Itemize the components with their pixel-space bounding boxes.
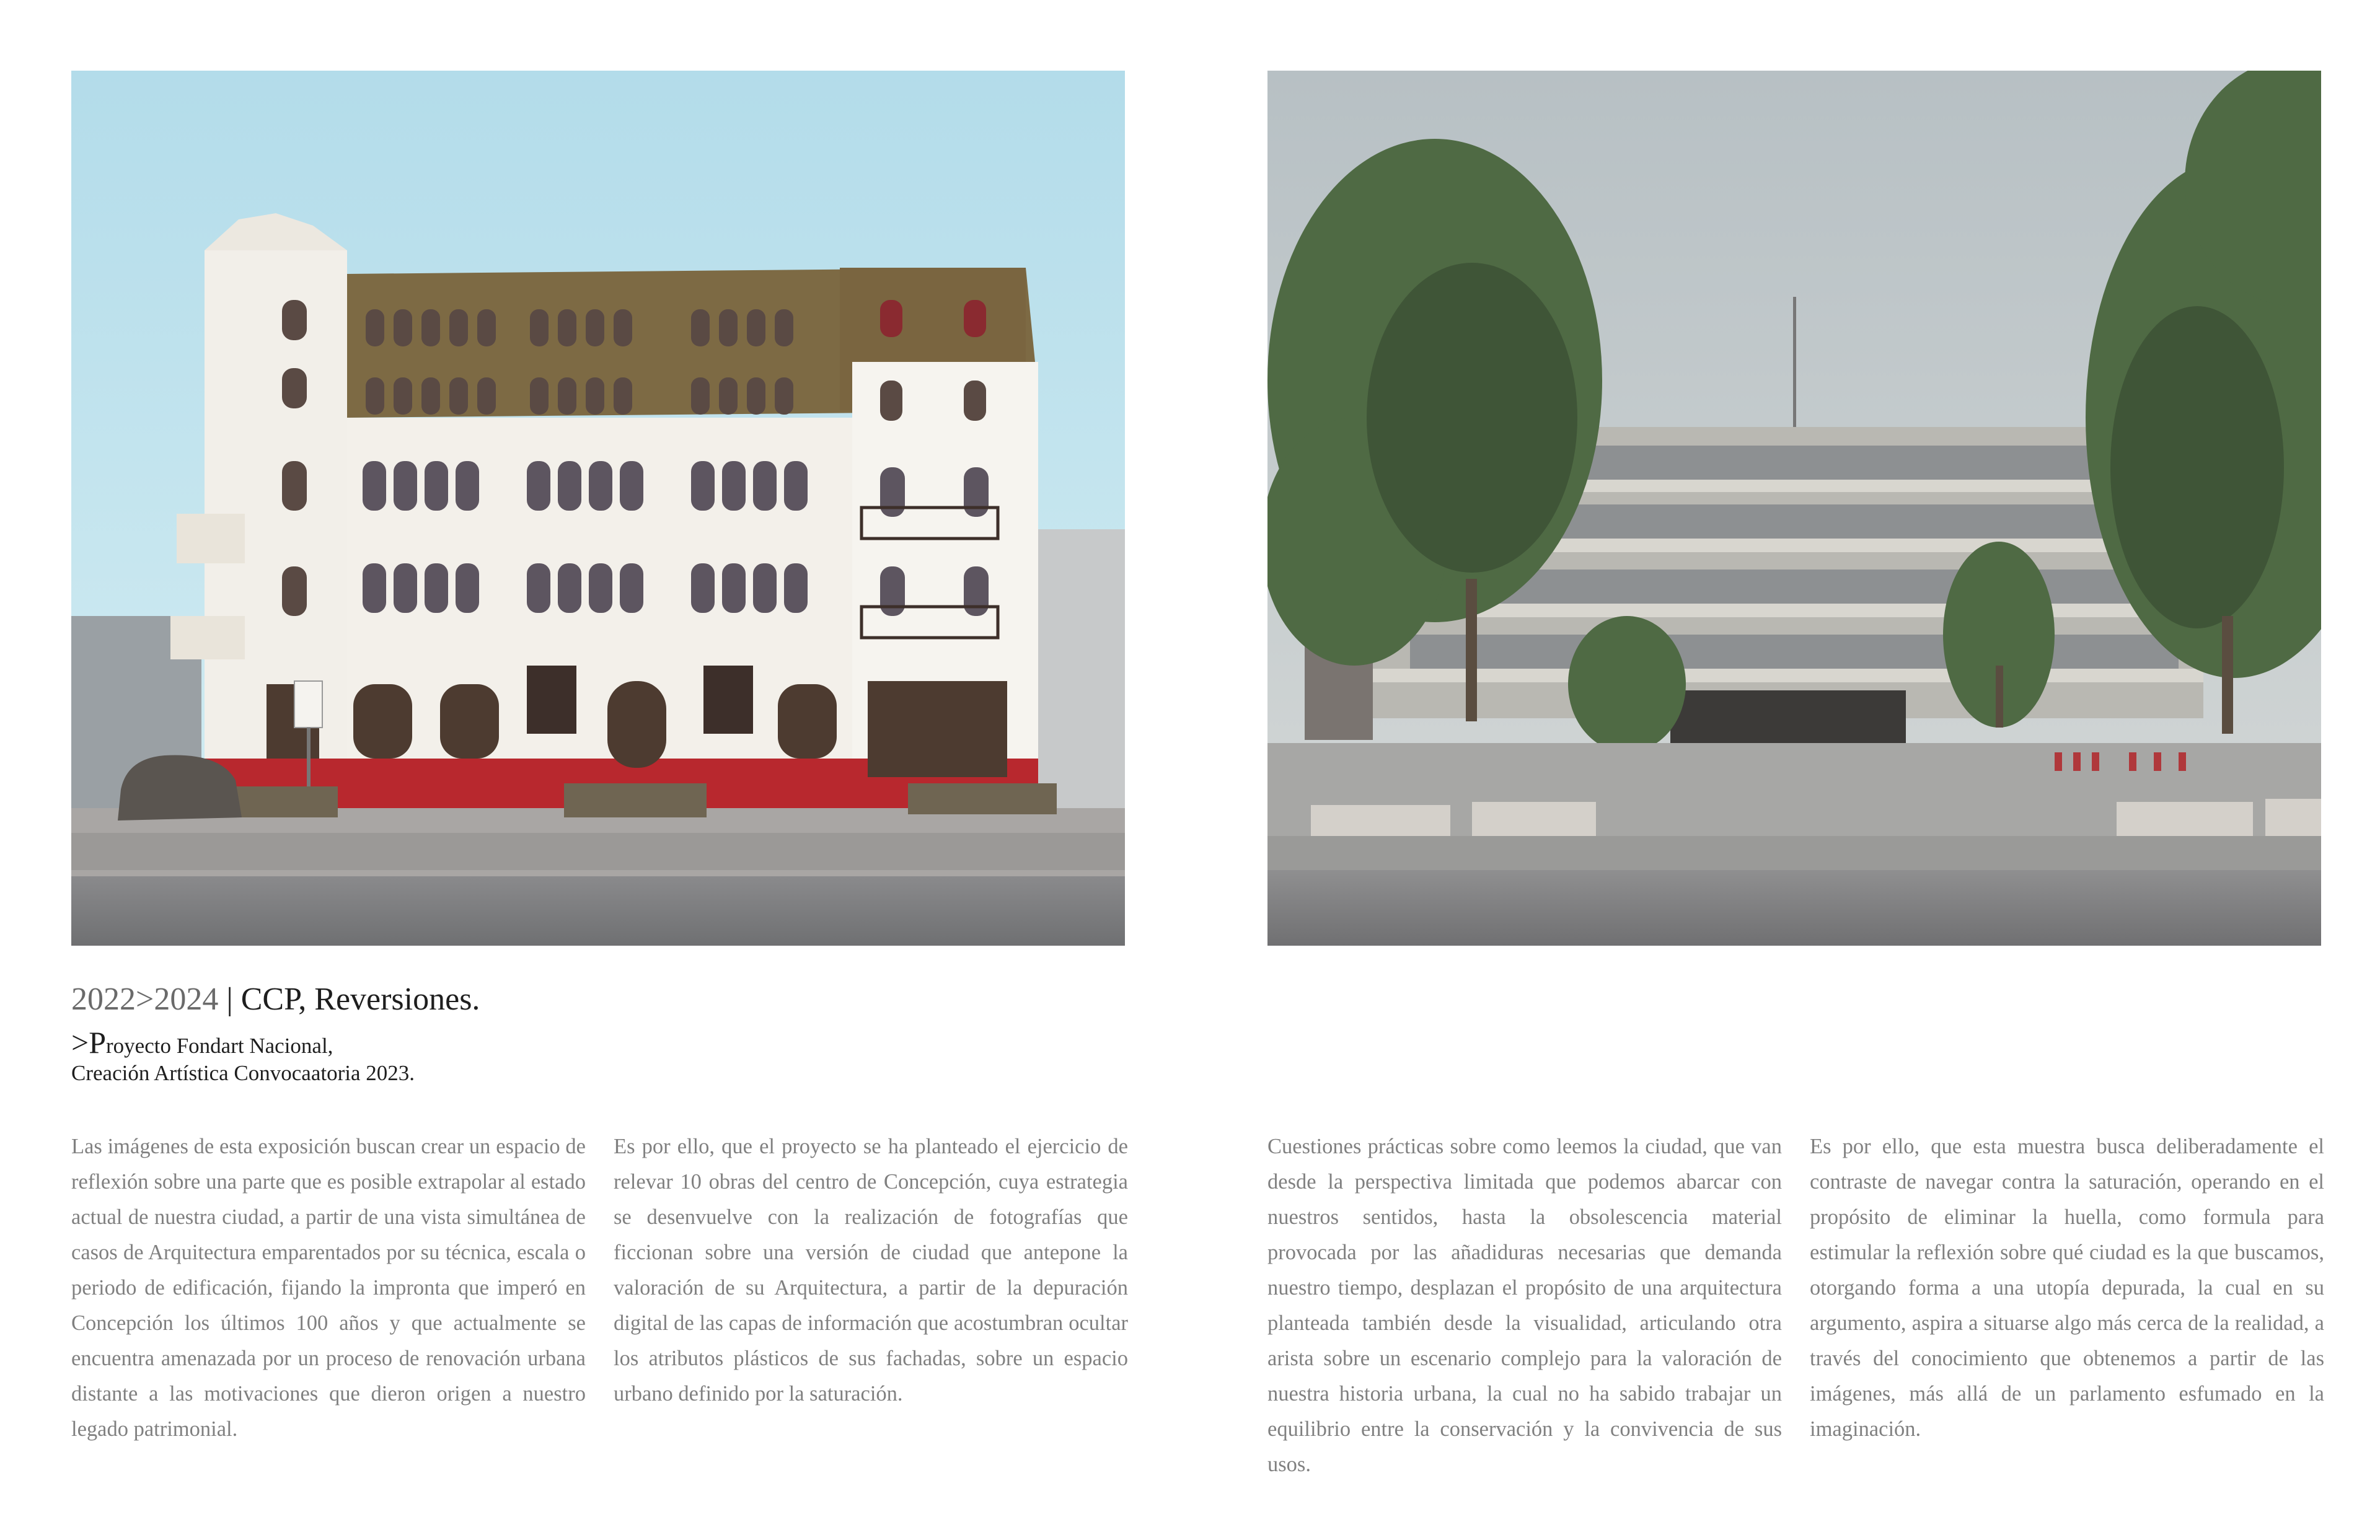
title-years: 2022>2024 (71, 982, 219, 1017)
subtitle-prefix: >P (71, 1025, 107, 1060)
body-paragraph-4: Es por ello, que esta muestra busca deliberadamente el contraste de navegar contra la saturación, operando en el propósito de eliminar la huella, como formula para estimular la reflexión sobre qué ciudad es la que buscamos, otorgando forma a una utopía depurada, la cual en su argumento, aspira a situarse algo más cerca de la realidad, a través del conocimiento que obtenemos a partir de las imágenes, más allá de un parlamento esfumado en la imaginación. (1810, 1135, 2324, 1441)
exhibition-title (71, 981, 480, 1018)
title-separator: | (226, 982, 233, 1017)
body-paragraph-2: Es por ello, que el proyecto se ha planteado el ejercicio de relevar 10 obras del centro de Concepción, cuya estrategia se desenvuelve con la realización de fotografías que ficcionan sobre una versión de ciudad que antepone la valoración de su Arquitectura, a partir de la depuración digital de las capas de información que acostumbran ocultar los atributos plásticos de sus fachadas, sobre un espacio urbano definido por la saturación. (614, 1135, 1128, 1406)
title-name: CCP, Reversiones. (240, 982, 480, 1017)
body-column-1 (71, 1129, 586, 1447)
photo-modernist-building (1267, 71, 2321, 946)
body-paragraph-1: Las imágenes de esta exposición buscan crear un espacio de reflexión sobre una parte que es posible extrapolar al estado actual de nuestra ciudad, a partir de una vista simultánea de casos de Arquitectura emparentados por su técnica, escala o periodo de edificación, fijando la impronta que imperó en Concepción los últimos 100 años y que actualmente se encuentra amenazada por un proceso de renovación urbana distante a las motivaciones que dieron origen a nuestro legado patrimonial. (71, 1135, 586, 1441)
body-column-3 (1267, 1129, 1782, 1482)
body-paragraph-3: Cuestiones prácticas sobre como leemos la ciudad, que van desde la perspectiva limitada que podemos abarcar con nuestros sentidos, hasta la obsolescencia material provocada por las añadiduras necesarias que demanda nuestro tiempo, desplazan el propósito de una arquitectura planteada también desde la visualidad, articulando otra arista sobre un escenario complejo para la valoración de nuestra historia urbana, la cual no ha sabido trabajar un equilibrio entre la conservación y la convivencia de sus usos. (1267, 1135, 1782, 1476)
body-column-4 (1810, 1129, 2324, 1447)
subtitle-line-1 (71, 1024, 333, 1060)
subtitle-line-2: Creación Artística Convocaatoria 2023. (71, 1061, 415, 1085)
subtitle-line-1-text: royecto Fondart Nacional, (106, 1034, 333, 1058)
body-column-2 (614, 1129, 1128, 1412)
photo-white-colonial-building (71, 71, 1125, 946)
